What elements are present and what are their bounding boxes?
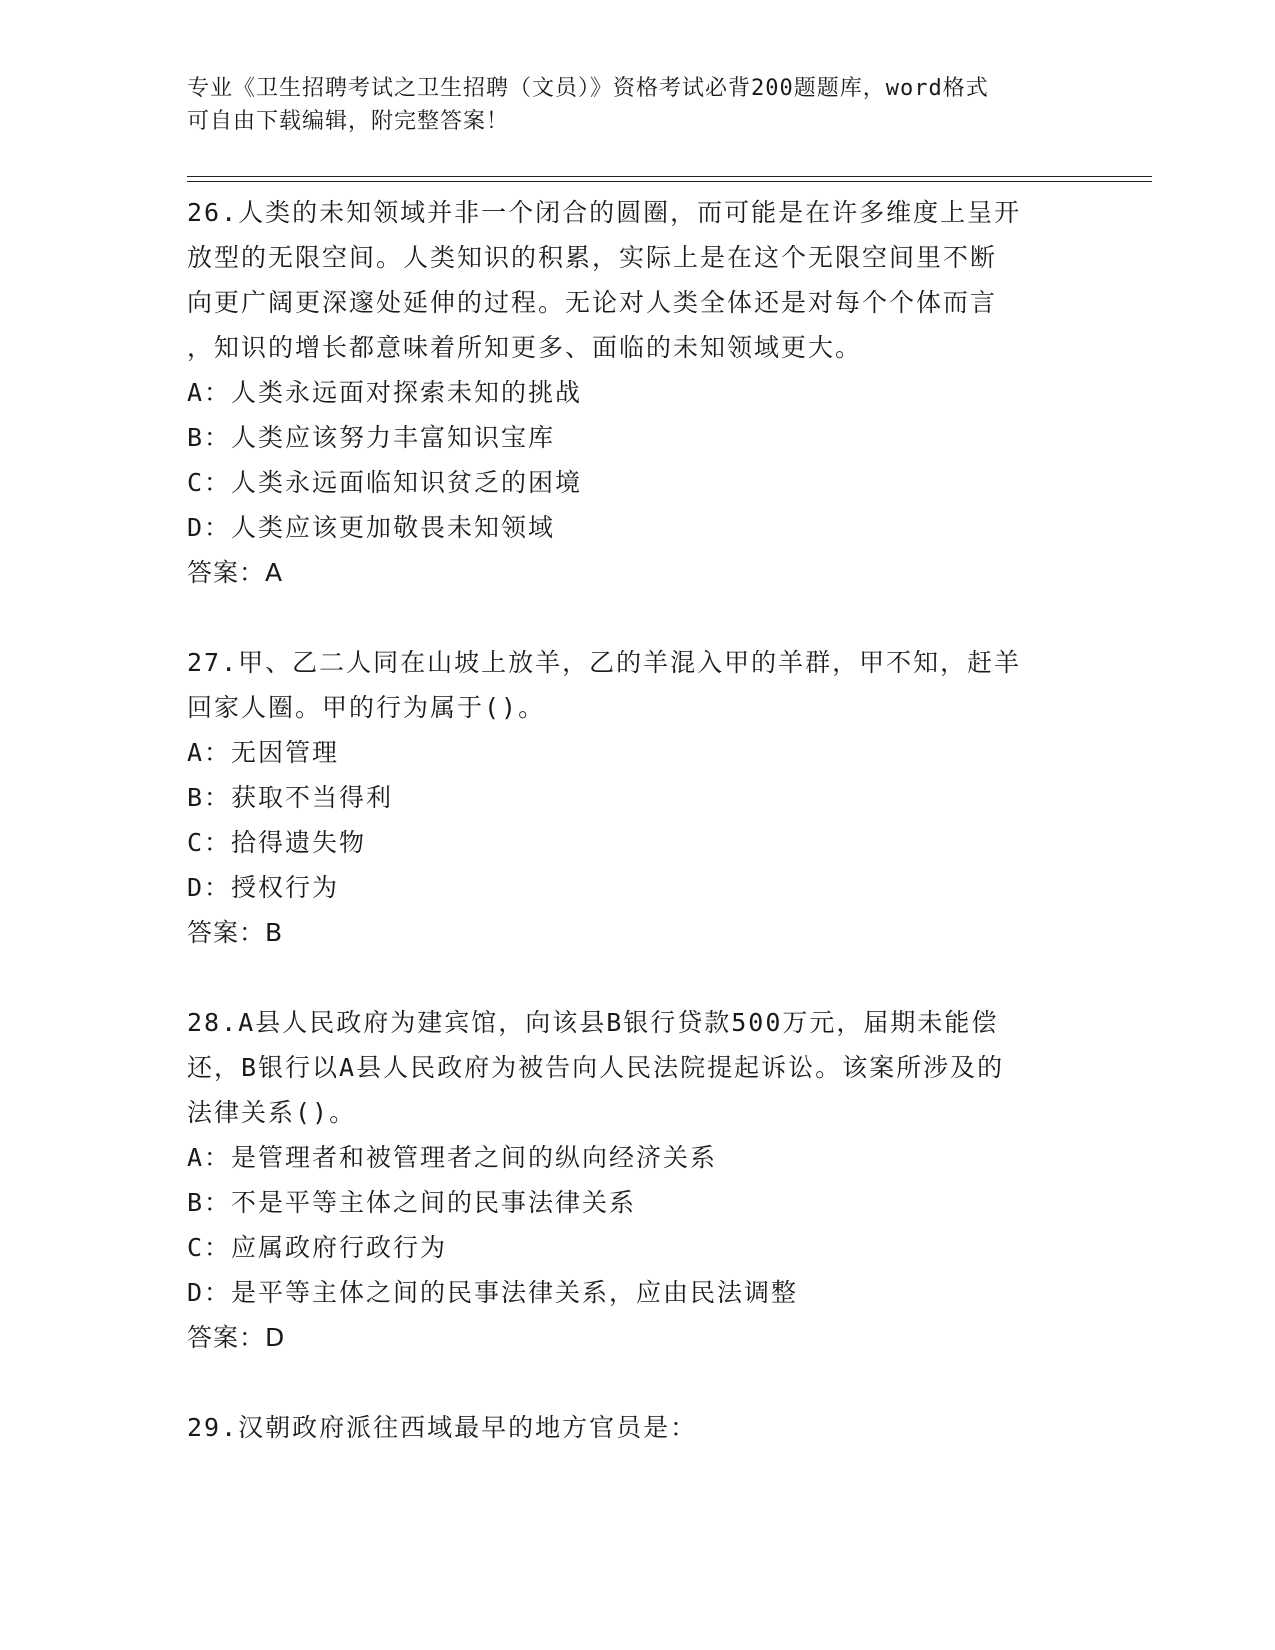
answer-label: 答案：A (187, 558, 284, 587)
question-29 (187, 1405, 1087, 1450)
option-b: B：不是平等主体之间的民事法律关系 (187, 1188, 637, 1217)
question-28 (187, 1000, 1087, 1361)
option-a: A：人类永远面对探索未知的挑战 (187, 378, 583, 407)
document-header (187, 72, 1087, 138)
option-c: C：人类永远面临知识贫乏的困境 (187, 468, 583, 497)
option-c: C：拾得遗失物 (187, 828, 367, 857)
question-stem-line: 29.汉朝政府派往西域最早的地方官员是： (187, 1413, 698, 1442)
question-stem-line: 回家人圈。甲的行为属于()。 (187, 693, 546, 722)
question-stem-line: 28.A县人民政府为建宾馆，向该县B银行贷款500万元，届期未能偿 (187, 1008, 999, 1037)
option-d: D：人类应该更加敬畏未知领域 (187, 513, 556, 542)
question-stem-line: 还，B银行以A县人民政府为被告向人民法院提起诉讼。该案所涉及的 (187, 1053, 1005, 1082)
option-b: B：获取不当得利 (187, 783, 394, 812)
header-rule-bottom (187, 181, 1152, 182)
question-list (187, 190, 1087, 1494)
option-d: D：授权行为 (187, 873, 340, 902)
question-stem-line: 26.人类的未知领域并非一个闭合的圆圈，而可能是在许多维度上呈开 (187, 198, 1022, 227)
header-line-1: 专业《卫生招聘考试之卫生招聘（文员）》资格考试必背200题题库，word格式 (187, 76, 989, 101)
question-stem-line: 放型的无限空间。人类知识的积累，实际上是在这个无限空间里不断 (187, 243, 998, 272)
question-stem-line: 27.甲、乙二人同在山坡上放羊，乙的羊混入甲的羊群，甲不知，赶羊 (187, 648, 1022, 677)
question-27 (187, 640, 1087, 956)
question-stem-line: 向更广阔更深邃处延伸的过程。无论对人类全体还是对每个个体而言 (187, 288, 998, 317)
option-a: A：无因管理 (187, 738, 340, 767)
option-a: A：是管理者和被管理者之间的纵向经济关系 (187, 1143, 718, 1172)
header-rule-top (187, 176, 1152, 177)
answer-label: 答案：B (187, 918, 284, 947)
question-26 (187, 190, 1087, 596)
option-d: D：是平等主体之间的民事法律关系，应由民法调整 (187, 1278, 799, 1307)
option-b: B：人类应该努力丰富知识宝库 (187, 423, 556, 452)
question-stem-line: 法律关系()。 (187, 1098, 357, 1127)
question-stem-line: ，知识的增长都意味着所知更多、面临的未知领域更大。 (187, 333, 863, 362)
header-line-2: 可自由下载编辑，附完整答案！ (187, 109, 510, 134)
option-c: C：应属政府行政行为 (187, 1233, 448, 1262)
answer-label: 答案：D (187, 1323, 286, 1352)
